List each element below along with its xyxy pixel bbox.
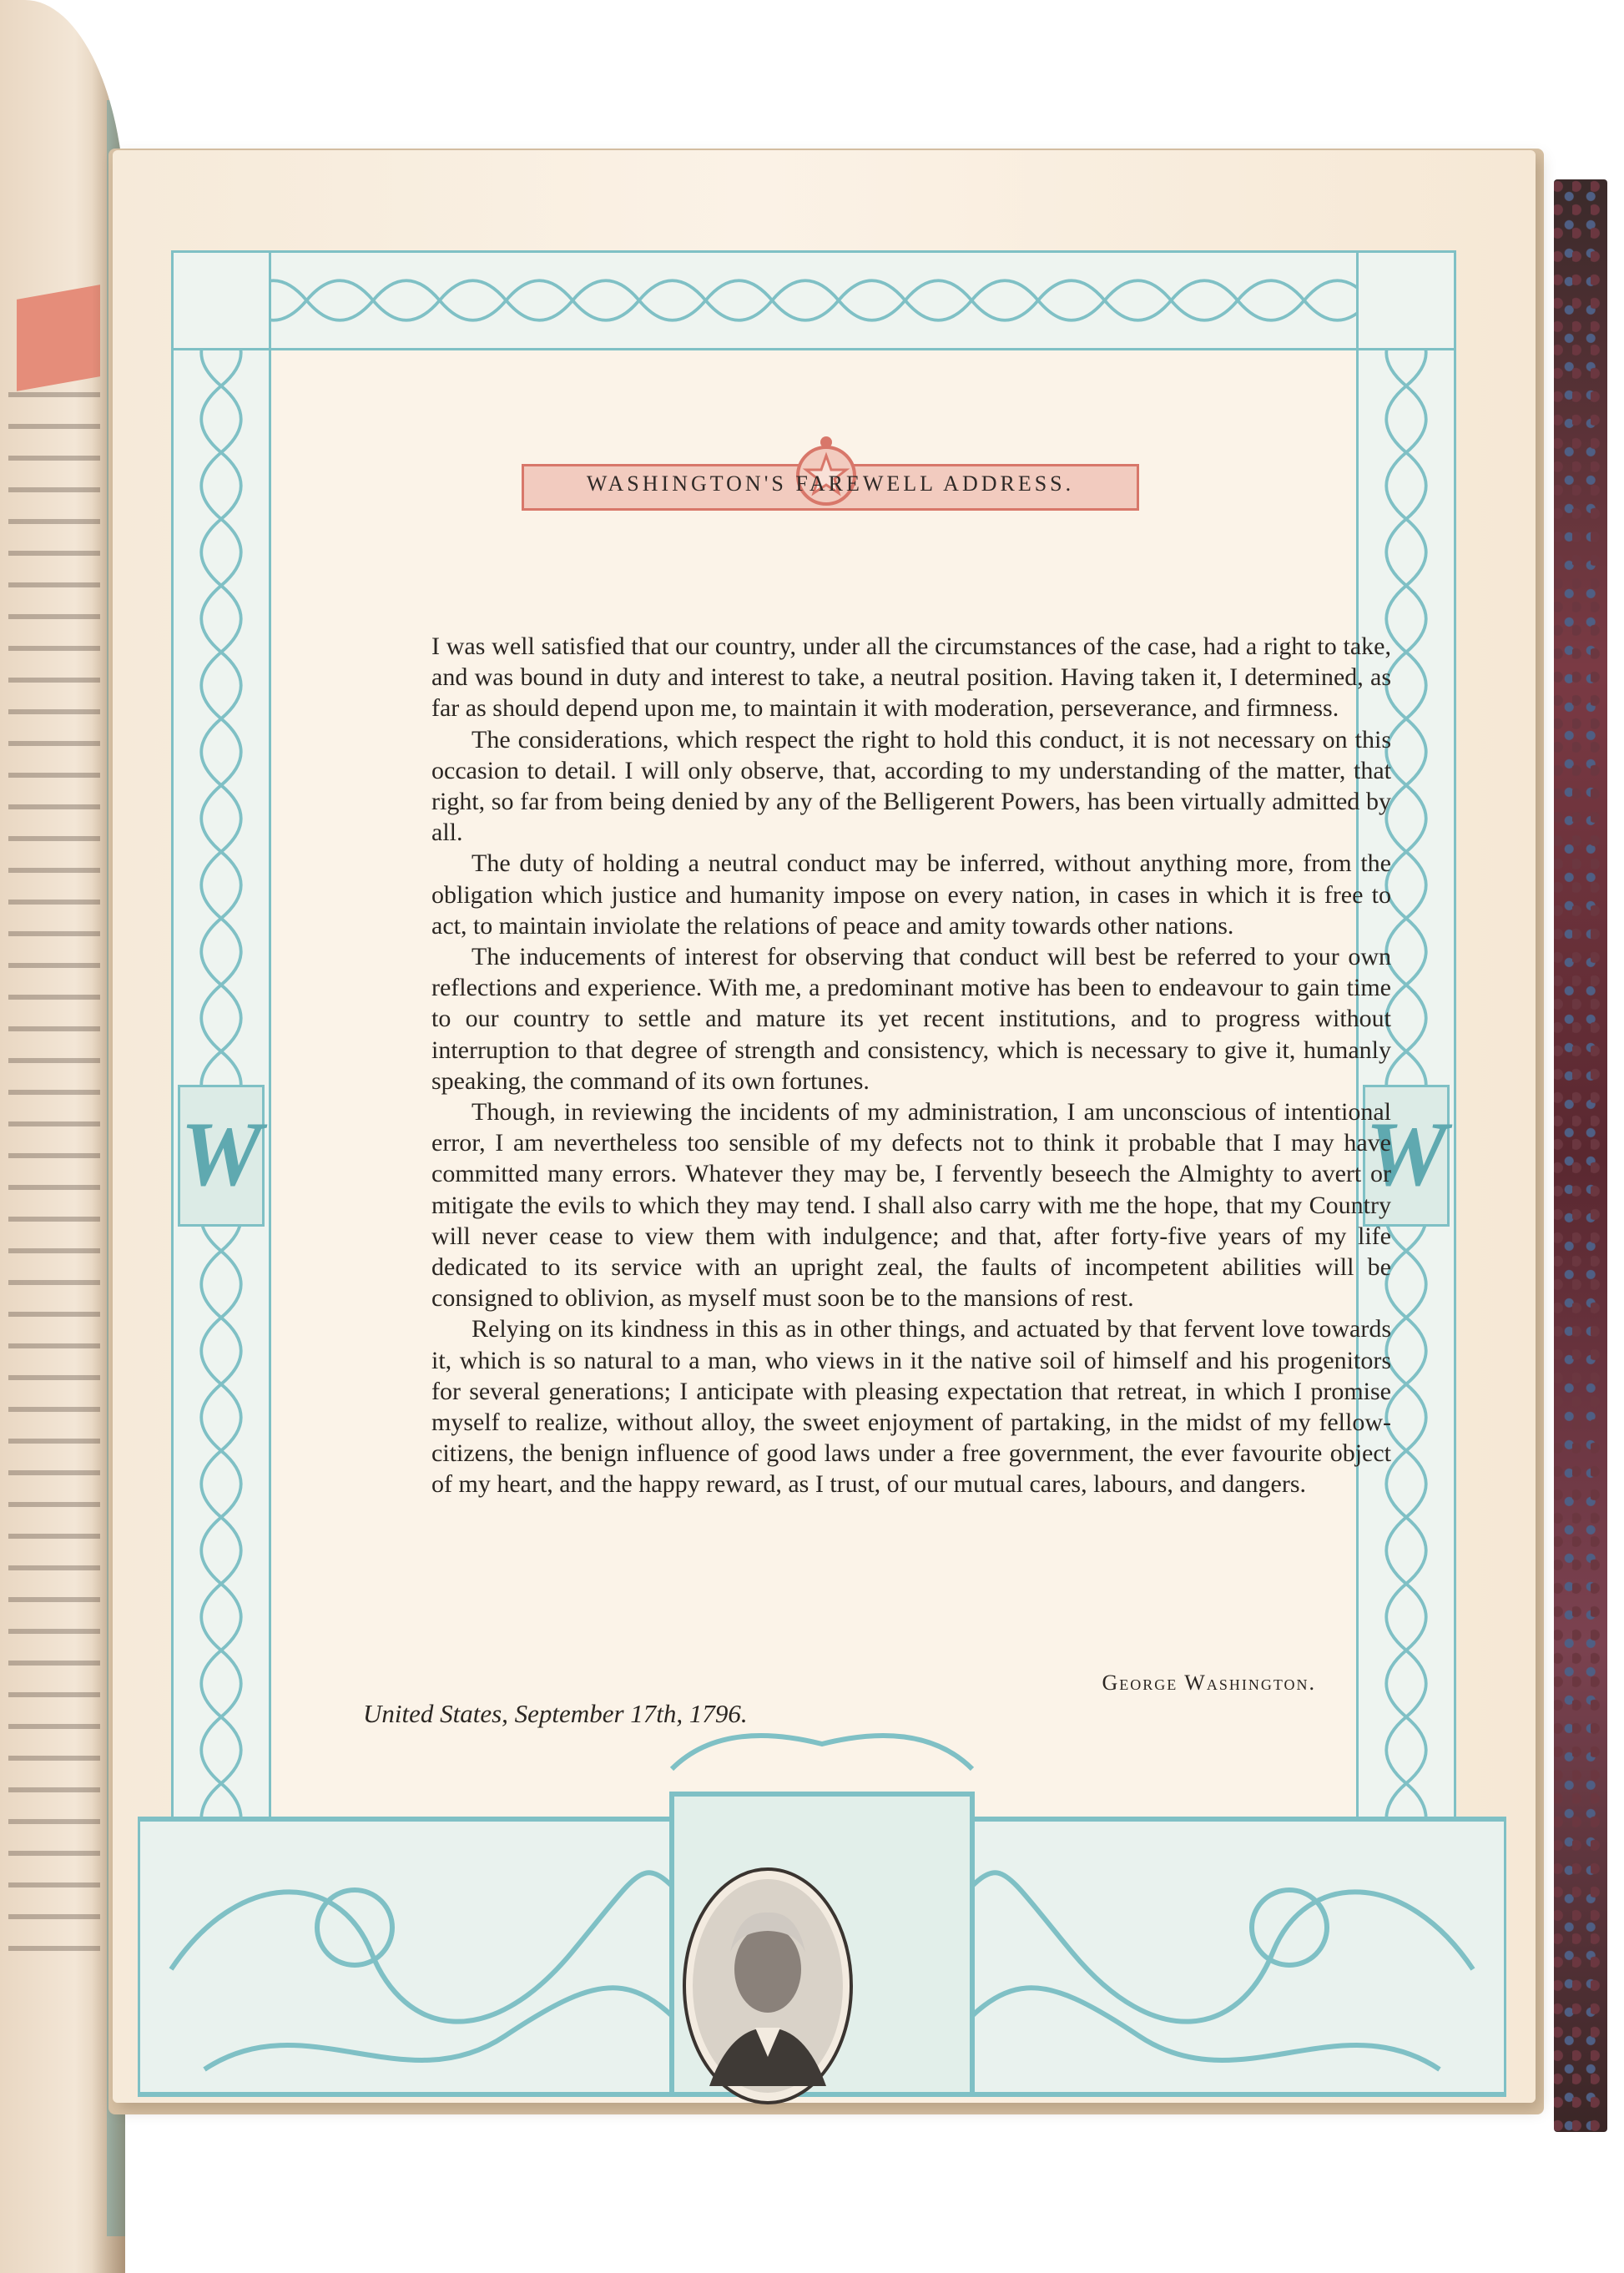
corner-rosette-top-left [171, 250, 271, 350]
corner-rosette-top-right [1356, 250, 1456, 350]
frame-left-band [171, 250, 271, 1861]
right-page [113, 150, 1536, 2103]
paragraph-4: The inducements of interest for observing that conduct will best be referred to your own reflections and experience. With me, a predominant motive has been to endeavour to gain time to our country to settle and mature its yet recent institutions, and to progress without interruption to that degree of strength and consistency, which is necessary to give it, humanly speaking, the command of its own fortunes. [431, 943, 1391, 1095]
address-text [431, 631, 1391, 1500]
page-title: WASHINGTON'S FAREWELL ADDRESS. [586, 471, 1075, 496]
title-banner [522, 434, 1139, 517]
dateline: United States, September 17th, 1796. [363, 1699, 748, 1728]
marbled-binding [1554, 179, 1607, 2132]
initial-w-left: W [178, 1085, 265, 1227]
signature: George Washington. [1102, 1671, 1316, 1695]
frame-top-band [171, 250, 1456, 350]
initial-w-right: W [1363, 1085, 1450, 1227]
paragraph-2: The considerations, which respect the right to hold this conduct, it is not necessary on this occasion to detail. I will only observe, that, according to my understanding of the matter, that right, so far from being denied by any of the Belligerent Powers, has been virtually admitted by all. [431, 725, 1391, 847]
paragraph-5: Though, in reviewing the incidents of my administration, I am unconscious of intentional error, I am nevertheless too sensible of my defects not to think it probable that I may have committed many errors. Whatever they may be, I fervently beseech the Almighty to avert or mitigate the evils to which they may tend. I shall also carry with me the hope, that my Country will never cease to view them with indulgence; and that, after forty-five years of my life dedicated to its service with an upright zeal, the faults of incompetent abilities will be consigned to oblivion, as myself must soon be to the mansions of rest. [431, 1098, 1391, 1313]
portrait-medallion [680, 1861, 855, 2111]
paragraph-1: I was well satisfied that our country, under all the circumstances of the case, had a right to take, and was bound in duty and interest to take, a neutral position. Having taken it, I determined, as far as should depend upon me, to maintain it with moderation, perseverance, and firmness. [431, 633, 1391, 723]
left-facing-page [0, 0, 125, 2273]
left-page-text [8, 392, 100, 1978]
left-page-banner [17, 285, 100, 391]
paragraph-6: Relying on its kindness in this as in other things, and actuated by that fervent love towards it, which is so natural to a man, who views in it the native soil of himself and his progenitors for several generations; I anticipate with pleasing expectation that retreat, in which I promise myself to realize, without alloy, the sweet enjoyment of partaking, in the midst of my fellow-citizens, the benign influence of good laws under a free government, the ever favourite object of my heart, and the happy reward, as I trust, of our mutual cares, labours, and dangers. [431, 1315, 1391, 1499]
paragraph-3: The duty of holding a neutral conduct may be inferred, without anything more, from the obligation which justice and humanity impose on every nation, in cases in which it is free to act, to maintain inviolate the relations of peace and amity towards other nations. [431, 849, 1391, 940]
